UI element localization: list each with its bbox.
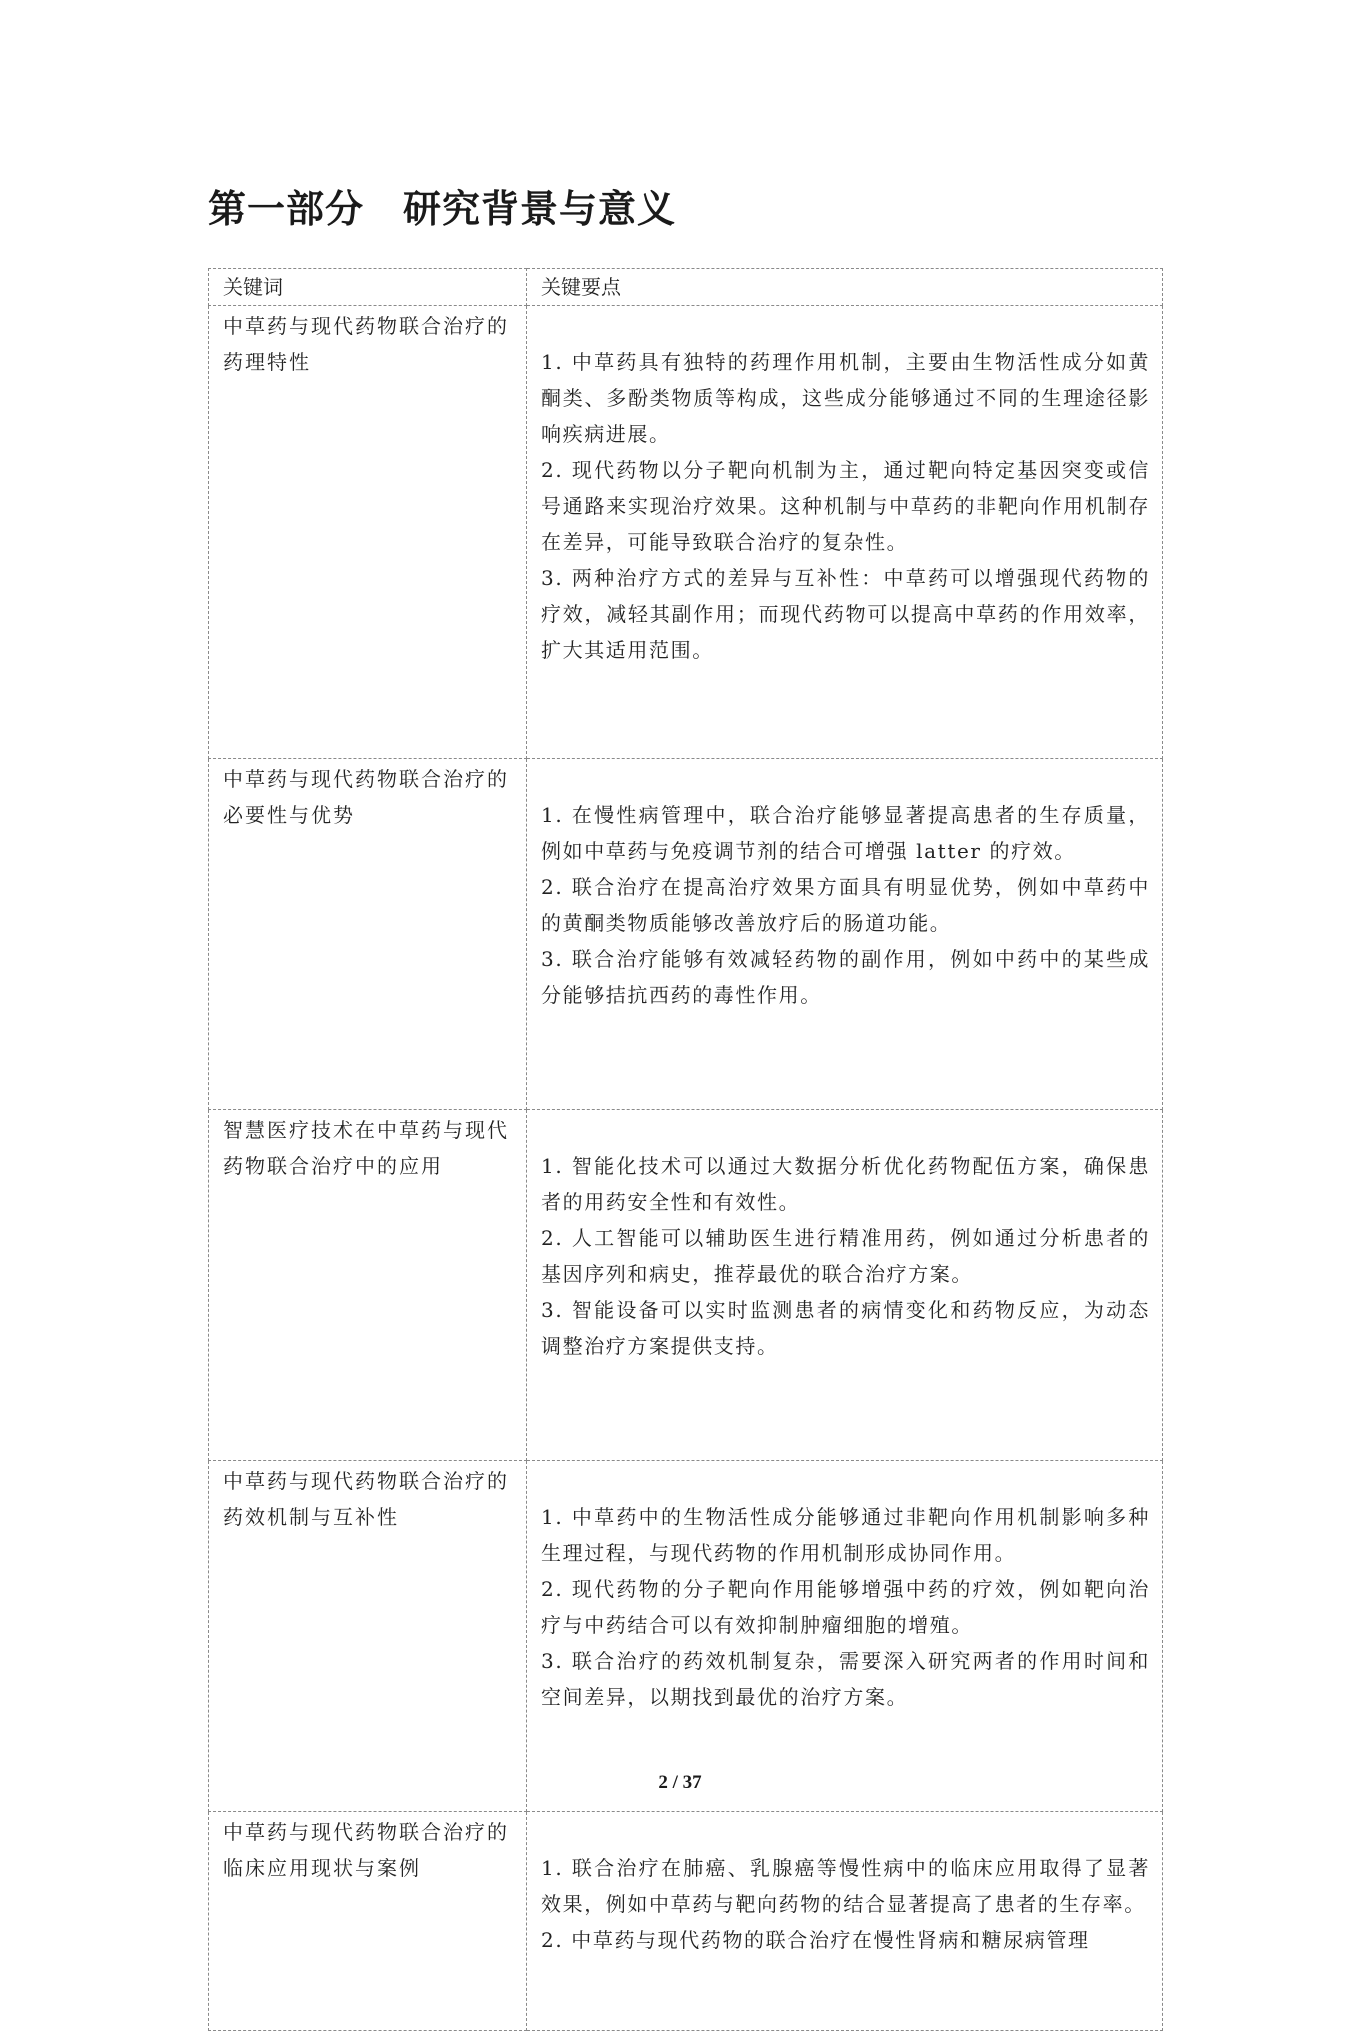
table-row xyxy=(209,1110,1163,1461)
key-point: 2. 中草药与现代药物的联合治疗在慢性肾病和糖尿病管理 xyxy=(541,1928,1090,1952)
key-point: 1. 中草药中的生物活性成分能够通过非靶向作用机制影响多种生理过程，与现代药物的作用机制形成协同作用。 xyxy=(541,1505,1150,1565)
keyword-cell: 中草药与现代药物联合治疗的药理特性 xyxy=(209,306,527,759)
key-points-cell xyxy=(527,759,1163,1110)
key-point: 2. 人工智能可以辅助医生进行精准用药，例如通过分析患者的基因序列和病史，推荐最优的联合治疗方案。 xyxy=(541,1226,1150,1286)
page-title: 第一部分 研究背景与意义 xyxy=(208,186,677,231)
key-point: 3. 智能设备可以实时监测患者的病情变化和药物反应，为动态调整治疗方案提供支持。 xyxy=(541,1298,1150,1358)
key-points-cell xyxy=(527,306,1163,759)
key-point: 3. 联合治疗能够有效减轻药物的副作用，例如中药中的某些成分能够拮抗西药的毒性作用。 xyxy=(541,947,1150,1007)
keyword-cell: 中草药与现代药物联合治疗的必要性与优势 xyxy=(209,759,527,1110)
header-keyword: 关键词 xyxy=(209,269,527,306)
key-point: 3. 联合治疗的药效机制复杂，需要深入研究两者的作用时间和空间差异，以期找到最优的治疗方案。 xyxy=(541,1649,1150,1709)
key-point: 1. 在慢性病管理中，联合治疗能够显著提高患者的生存质量，例如中草药与免疫调节剂的结合可增强 latter 的疗效。 xyxy=(541,803,1150,863)
key-points-cell xyxy=(527,1110,1163,1461)
table-row xyxy=(209,1461,1163,1812)
key-point: 1. 中草药具有独特的药理作用机制，主要由生物活性成分如黄酮类、多酚类物质等构成，这些成分能够通过不同的生理途径影响疾病进展。 xyxy=(541,350,1150,446)
table-row xyxy=(209,1812,1163,2031)
key-points-table xyxy=(208,268,1163,2031)
table-row xyxy=(209,306,1163,759)
key-point: 2. 现代药物以分子靶向机制为主，通过靶向特定基因突变或信号通路来实现治疗效果。这种机制与中草药的非靶向作用机制存在差异，可能导致联合治疗的复杂性。 xyxy=(541,458,1150,554)
keyword-cell: 智慧医疗技术在中草药与现代药物联合治疗中的应用 xyxy=(209,1110,527,1461)
key-point: 3. 两种治疗方式的差异与互补性：中草药可以增强现代药物的疗效，减轻其副作用；而现代药物可以提高中草药的作用效率，扩大其适用范围。 xyxy=(541,566,1150,662)
keyword-cell: 中草药与现代药物联合治疗的药效机制与互补性 xyxy=(209,1461,527,1812)
key-point: 1. 智能化技术可以通过大数据分析优化药物配伍方案，确保患者的用药安全性和有效性。 xyxy=(541,1154,1150,1214)
keyword-cell: 中草药与现代药物联合治疗的临床应用现状与案例 xyxy=(209,1812,527,2031)
key-points-cell xyxy=(527,1461,1163,1812)
key-point: 1. 联合治疗在肺癌、乳腺癌等慢性病中的临床应用取得了显著效果，例如中草药与靶向药物的结合显著提高了患者的生存率。 xyxy=(541,1856,1150,1916)
table-header-row xyxy=(209,269,1163,306)
header-key-points: 关键要点 xyxy=(527,269,1163,306)
key-point: 2. 联合治疗在提高治疗效果方面具有明显优势，例如中草药中的黄酮类物质能够改善放疗后的肠道功能。 xyxy=(541,875,1150,935)
key-points-cell xyxy=(527,1812,1163,2031)
page-number: 2 / 37 xyxy=(658,1772,702,1793)
key-point: 2. 现代药物的分子靶向作用能够增强中药的疗效，例如靶向治疗与中药结合可以有效抑制肿瘤细胞的增殖。 xyxy=(541,1577,1150,1637)
table-row xyxy=(209,759,1163,1110)
